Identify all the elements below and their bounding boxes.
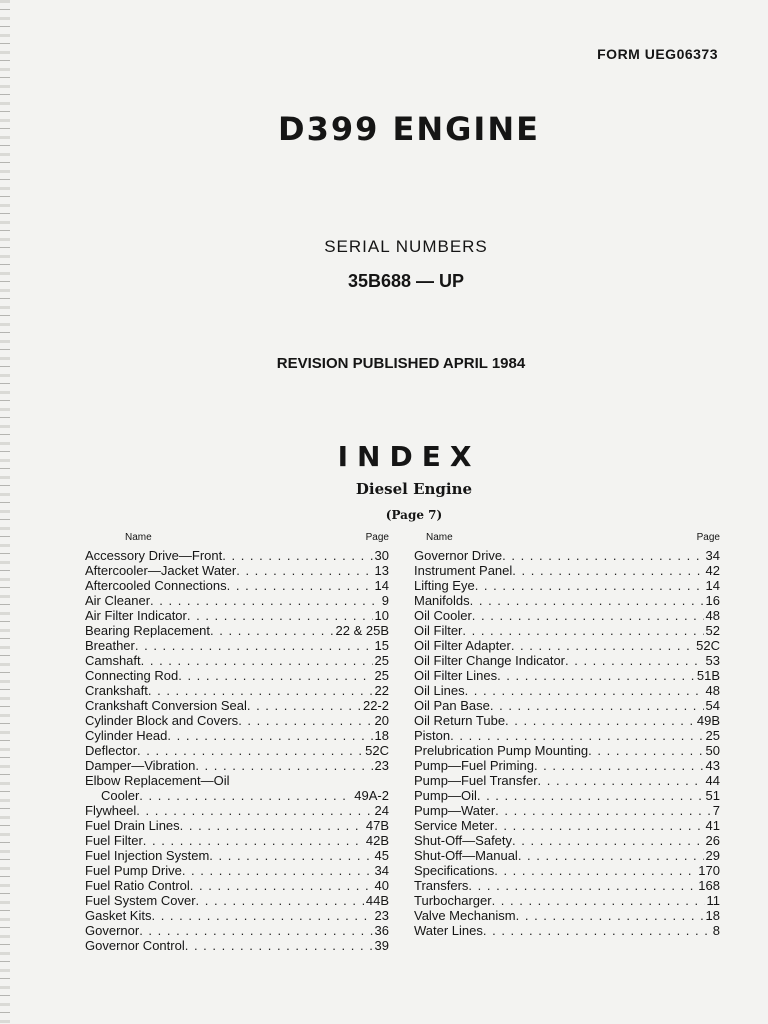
leader-dots xyxy=(462,623,703,638)
index-entry-name: Deflector xyxy=(85,743,138,758)
index-entry xyxy=(414,788,720,803)
index-entry-name: Fuel Ratio Control xyxy=(85,878,190,893)
index-entry xyxy=(85,878,389,893)
leader-dots xyxy=(512,563,703,578)
index-entry-page: 40 xyxy=(374,878,389,893)
leader-dots xyxy=(195,758,372,773)
index-entry-page: 50 xyxy=(705,743,720,758)
index-entry xyxy=(85,593,389,608)
index-entry-name: Governor xyxy=(85,923,140,938)
leader-dots xyxy=(209,848,372,863)
index-entry-page: 23 xyxy=(374,908,389,923)
index-entry-name: Air Cleaner xyxy=(85,593,151,608)
index-entry-name: Fuel System Cover xyxy=(85,893,196,908)
index-entry-name: Cylinder Block and Covers xyxy=(85,713,239,728)
index-entry-name: Pump—Oil xyxy=(414,788,477,803)
index-entry-name: Oil Filter xyxy=(414,623,463,638)
index-entry-name: Manifolds xyxy=(414,593,470,608)
index-entry xyxy=(414,863,720,878)
index-entry-name: Pump—Fuel Transfer xyxy=(414,773,538,788)
index-entry-page: 170 xyxy=(698,863,720,878)
index-entry xyxy=(85,668,389,683)
index-entry xyxy=(414,728,720,743)
index-entry-name: Piston xyxy=(414,728,451,743)
index-column-left xyxy=(85,532,389,953)
index-entry xyxy=(85,758,389,773)
index-entry xyxy=(414,623,720,638)
index-entry-name: Specifications xyxy=(414,863,495,878)
index-entry-page: 14 xyxy=(705,578,720,593)
index-entry xyxy=(85,788,389,803)
leader-dots xyxy=(511,638,694,653)
index-entry xyxy=(414,893,720,908)
index-entry-page: 39 xyxy=(374,938,389,953)
index-entry xyxy=(414,668,720,683)
index-entry-name: Prelubrication Pump Mounting xyxy=(414,743,589,758)
index-entry-page: 20 xyxy=(374,713,389,728)
leader-dots xyxy=(143,833,364,848)
leader-dots xyxy=(222,548,372,563)
leader-dots xyxy=(236,563,372,578)
index-entry xyxy=(85,863,389,878)
index-page-note: (Page 7) xyxy=(385,508,443,522)
index-entry-name: Connecting Rod xyxy=(85,668,179,683)
index-entry xyxy=(85,683,389,698)
index-entry-name: Service Meter xyxy=(414,818,495,833)
index-entry-name: Aftercooler—Jacket Water xyxy=(85,563,237,578)
index-entry-page: 52C xyxy=(365,743,389,758)
leader-dots xyxy=(494,818,703,833)
index-entry xyxy=(414,608,720,623)
index-entry-page: 49B xyxy=(696,713,720,728)
index-entry xyxy=(414,713,720,728)
index-entry-name: Oil Filter Change Indicator xyxy=(414,653,566,668)
leader-dots xyxy=(495,803,711,818)
index-entry-name: Damper—Vibration xyxy=(85,758,196,773)
page-column-header: Page xyxy=(365,532,389,543)
leader-dots xyxy=(475,578,704,593)
leader-dots xyxy=(465,683,704,698)
index-entry-name: Transfers xyxy=(414,878,469,893)
index-entry-name: Pump—Water xyxy=(414,803,496,818)
index-entry xyxy=(414,848,720,863)
index-entry xyxy=(85,713,389,728)
name-column-header: Name xyxy=(426,532,453,543)
index-entry-page: 18 xyxy=(705,908,720,923)
index-entry xyxy=(85,938,389,953)
index-entry-name: Oil Return Tube xyxy=(414,713,506,728)
index-entry-page: 10 xyxy=(374,608,389,623)
index-entry-name: Cooler xyxy=(101,788,140,803)
index-entry-name: Elbow Replacement—Oil xyxy=(85,773,230,788)
leader-dots xyxy=(141,653,373,668)
leader-dots xyxy=(182,863,373,878)
index-entry-name: Water Lines xyxy=(414,923,483,938)
index-entry-name: Cylinder Head xyxy=(85,728,168,743)
leader-dots xyxy=(483,923,711,938)
index-entry-name: Shut-Off—Safety xyxy=(414,833,513,848)
index-entry xyxy=(85,728,389,743)
index-entry-name: Fuel Drain Lines xyxy=(85,818,180,833)
leader-dots xyxy=(210,623,333,638)
leader-dots xyxy=(137,743,363,758)
index-entry-name: Aftercooled Connections xyxy=(85,578,227,593)
index-entry-page: 11 xyxy=(706,893,720,908)
index-entry-name: Lifting Eye xyxy=(414,578,475,593)
leader-dots xyxy=(512,833,704,848)
leader-dots xyxy=(477,788,704,803)
index-entry-page: 44 xyxy=(705,773,720,788)
index-entry-name: Bearing Replacement xyxy=(85,623,211,638)
leader-dots xyxy=(180,818,364,833)
index-entry-page: 22 xyxy=(374,683,389,698)
index-entry-page: 9 xyxy=(381,593,389,608)
index-entry xyxy=(85,803,389,818)
index-subtitle: Diesel Engine xyxy=(355,480,473,498)
index-entry-page: 49A-2 xyxy=(354,788,389,803)
index-entry-name: Turbocharger xyxy=(414,893,492,908)
index-entry-page: 54 xyxy=(705,698,720,713)
column-header xyxy=(125,532,389,548)
page-column-header: Page xyxy=(696,532,720,543)
leader-dots xyxy=(565,653,704,668)
leader-dots xyxy=(139,923,372,938)
leader-dots xyxy=(151,908,372,923)
index-entry-page: 7 xyxy=(712,803,720,818)
index-entry xyxy=(414,563,720,578)
index-entry-name: Oil Filter Adapter xyxy=(414,638,511,653)
leader-dots xyxy=(472,608,704,623)
index-entry xyxy=(85,743,389,758)
leader-dots xyxy=(588,743,703,758)
leader-dots xyxy=(185,938,373,953)
leader-dots xyxy=(135,638,373,653)
index-entry-page: 22 & 25B xyxy=(335,623,389,638)
index-entry xyxy=(414,653,720,668)
index-entry-name: Fuel Filter xyxy=(85,833,143,848)
index-entry xyxy=(414,818,720,833)
index-entry-page: 24 xyxy=(374,803,389,818)
leader-dots xyxy=(178,668,372,683)
index-entry xyxy=(85,563,389,578)
index-entry-name: Accessory Drive—Front xyxy=(85,548,223,563)
index-entry-page: 48 xyxy=(705,683,720,698)
index-entry xyxy=(414,593,720,608)
index-entry-name: Oil Cooler xyxy=(414,608,472,623)
index-entry-name: Camshaft xyxy=(85,653,141,668)
index-entry xyxy=(85,908,389,923)
index-entry-page: 18 xyxy=(374,728,389,743)
leader-dots xyxy=(148,683,373,698)
index-heading: INDEX xyxy=(337,440,481,473)
index-entry-page: 52C xyxy=(696,638,720,653)
leader-dots xyxy=(497,668,695,683)
index-entry xyxy=(85,608,389,623)
index-entry-name: Air Filter Indicator xyxy=(85,608,187,623)
index-entry-page: 48 xyxy=(705,608,720,623)
index-entry xyxy=(414,638,720,653)
index-entry-name: Flywheel xyxy=(85,803,137,818)
index-entry-page: 42B xyxy=(365,833,389,848)
document-title: D399 ENGINE xyxy=(278,110,540,148)
index-entry xyxy=(85,623,389,638)
index-entry-name: Oil Lines xyxy=(414,683,465,698)
leader-dots xyxy=(238,713,372,728)
index-entry xyxy=(414,683,720,698)
leader-dots xyxy=(227,578,373,593)
leader-dots xyxy=(490,698,704,713)
index-entry xyxy=(414,743,720,758)
index-entry-page: 34 xyxy=(374,863,389,878)
index-column-right xyxy=(414,532,720,938)
index-entry-page: 29 xyxy=(705,848,720,863)
index-entry xyxy=(85,578,389,593)
index-entry xyxy=(85,848,389,863)
index-entry-page: 52 xyxy=(705,623,720,638)
index-entry-page: 25 xyxy=(374,653,389,668)
index-entry-page: 30 xyxy=(374,548,389,563)
column-header xyxy=(426,532,720,548)
index-entry xyxy=(85,548,389,563)
index-entry xyxy=(85,818,389,833)
index-entry-name: Gasket Kits xyxy=(85,908,152,923)
index-entry xyxy=(85,638,389,653)
index-entry-page: 22-2 xyxy=(362,698,389,713)
leader-dots xyxy=(167,728,372,743)
leader-dots xyxy=(247,698,361,713)
index-entry-name: Governor Control xyxy=(85,938,185,953)
leader-dots xyxy=(468,878,696,893)
index-entry-name: Crankshaft xyxy=(85,683,148,698)
index-entry-page: 14 xyxy=(374,578,389,593)
index-entry-page: 23 xyxy=(374,758,389,773)
index-entry-name: Governor Drive xyxy=(414,548,503,563)
leader-dots xyxy=(187,608,373,623)
index-entry-page: 8 xyxy=(712,923,720,938)
index-entry xyxy=(414,833,720,848)
leader-dots xyxy=(492,893,705,908)
leader-dots xyxy=(139,788,352,803)
index-entry-page: 51 xyxy=(705,788,720,803)
leader-dots xyxy=(538,773,704,788)
index-entry xyxy=(85,653,389,668)
index-entry-page: 53 xyxy=(705,653,720,668)
index-entry xyxy=(85,698,389,713)
index-entry xyxy=(414,578,720,593)
index-entry-name: Oil Filter Lines xyxy=(414,668,498,683)
index-entry xyxy=(414,698,720,713)
index-entry-name: Breather xyxy=(85,638,135,653)
index-entry xyxy=(85,833,389,848)
index-entry-page: 13 xyxy=(374,563,389,578)
index-entry-name: Valve Mechanism xyxy=(414,908,516,923)
index-entry-page: 25 xyxy=(374,668,389,683)
index-entry xyxy=(414,548,720,563)
leader-dots xyxy=(502,548,703,563)
index-entry-page: 168 xyxy=(698,878,720,893)
leader-dots xyxy=(190,878,373,893)
index-entry xyxy=(414,878,720,893)
leader-dots xyxy=(516,908,704,923)
index-entry-page: 25 xyxy=(705,728,720,743)
form-number: FORM UEG06373 xyxy=(597,46,718,62)
index-entry-page: 45 xyxy=(374,848,389,863)
leader-dots xyxy=(150,593,380,608)
revision-date: REVISION PUBLISHED APRIL 1984 xyxy=(276,355,526,372)
serial-number-range: 35B688 — UP xyxy=(347,271,465,291)
index-entry-name: Instrument Panel xyxy=(414,563,513,578)
index-entry-name: Crankshaft Conversion Seal xyxy=(85,698,247,713)
index-entry-page: 41 xyxy=(705,818,720,833)
index-entry-page: 26 xyxy=(705,833,720,848)
index-entry-name: Fuel Pump Drive xyxy=(85,863,182,878)
index-entry-page: 42 xyxy=(705,563,720,578)
index-entry-name: Fuel Injection System xyxy=(85,848,210,863)
name-column-header: Name xyxy=(125,532,152,543)
index-entry-name: Oil Pan Base xyxy=(414,698,490,713)
index-entry-page: 44B xyxy=(365,893,389,908)
index-entry-page: 34 xyxy=(705,548,720,563)
index-entry xyxy=(414,908,720,923)
index-entry-page: 16 xyxy=(705,593,720,608)
index-entry-name: Shut-Off—Manual xyxy=(414,848,518,863)
index-entry xyxy=(85,923,389,938)
index-entry xyxy=(414,758,720,773)
leader-dots xyxy=(470,593,704,608)
index-entry xyxy=(85,893,389,908)
leader-dots xyxy=(505,713,695,728)
serial-numbers-label: SERIAL NUMBERS xyxy=(324,237,488,256)
leader-dots xyxy=(196,893,364,908)
index-entry-page: 47B xyxy=(365,818,389,833)
leader-dots xyxy=(534,758,704,773)
index-entry xyxy=(414,773,720,788)
index-entry xyxy=(414,923,720,938)
index-entry xyxy=(414,803,720,818)
index-entry-page: 51B xyxy=(696,668,720,683)
index-entry xyxy=(85,773,389,788)
index-entry-name: Pump—Fuel Priming xyxy=(414,758,534,773)
leader-dots xyxy=(518,848,704,863)
index-entry-page: 15 xyxy=(374,638,389,653)
index-entry-page: 43 xyxy=(705,758,720,773)
index-entry-page: 36 xyxy=(374,923,389,938)
leader-dots xyxy=(136,803,372,818)
leader-dots xyxy=(494,863,696,878)
leader-dots xyxy=(450,728,703,743)
